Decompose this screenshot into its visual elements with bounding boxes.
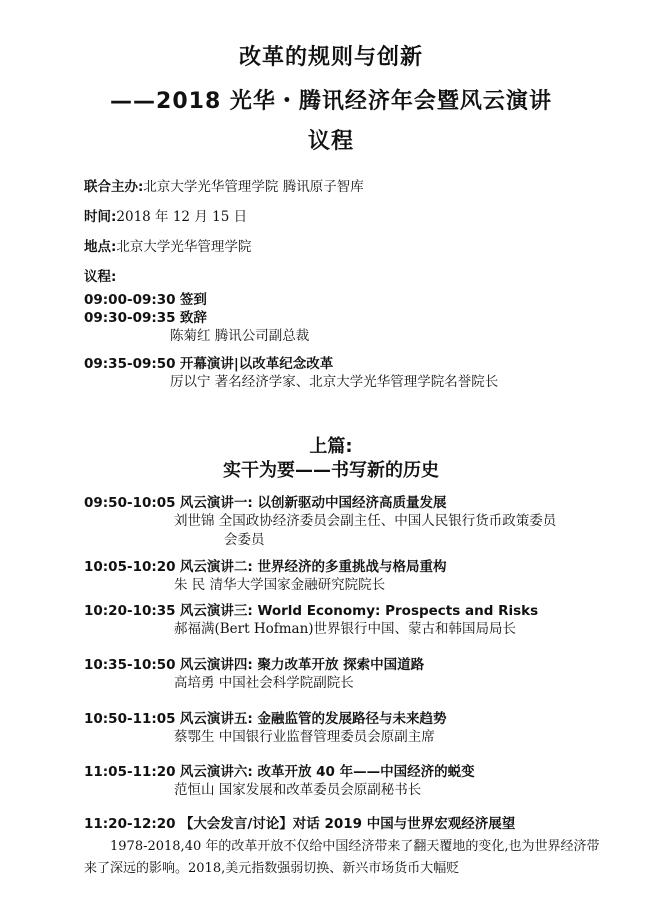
agenda-time: 10:05-10:20 (84, 559, 176, 575)
document-title: 改革的规则与创新 (238, 45, 423, 70)
agenda-heading: 议程 (307, 129, 354, 154)
section-subtitle: 实干为要——书写新的历史 (223, 460, 439, 481)
agenda-item-welcome (84, 309, 624, 346)
venue-label: 地点: (84, 239, 117, 255)
agenda-head: 开幕演讲|以改革纪念改革 (179, 356, 334, 372)
agenda-item-talk-5 (84, 710, 624, 747)
body-paragraph: 1978-2018,40 年的改革开放不仅给中国经济带来了翻天覆地的变化,也为世界经济带来了深远的影响。2018,美元指数强弱切换、新兴市场货币大幅贬 (84, 839, 600, 876)
venue-value: 北京大学光华管理学院 (116, 239, 252, 255)
agenda-speaker: 范恒山 国家发展和改革委员会原副秘书长 (174, 782, 422, 798)
agenda-time: 09:00-09:30 (84, 292, 176, 308)
agenda-item-talk-2 (84, 558, 624, 595)
agenda-label: 议程: (84, 269, 117, 285)
agenda-speaker: 朱 民 清华大学国家金融研究院院长 (174, 577, 386, 593)
organizers-line (84, 175, 364, 195)
agenda-item-talk-6 (84, 763, 624, 800)
agenda-speaker: 高培勇 中国社会科学院副院长 (174, 675, 354, 691)
section-title: 上篇: (309, 436, 353, 457)
agenda-time: 09:35-09:50 (84, 356, 176, 372)
agenda-speaker: 郝福满(Bert Hofman)世界银行中国、蒙古和韩国局局长 (174, 621, 517, 637)
agenda-item-checkin (84, 291, 624, 309)
agenda-head: 风云演讲四: 聚力改革开放 探索中国道路 (179, 657, 425, 673)
agenda-time: 09:30-09:35 (84, 310, 176, 326)
agenda-speaker: 刘世锦 全国政协经济委员会副主任、中国人民银行货币政策委员 (174, 513, 557, 529)
agenda-item-talk-4 (84, 656, 624, 693)
agenda-head: 风云演讲六: 改革开放 40 年——中国经济的蜕变 (179, 764, 475, 780)
agenda-time: 11:05-11:20 (84, 764, 176, 780)
agenda-head: 【大会发言/讨论】对话 2019 中国与世界宏观经济展望 (179, 816, 516, 832)
agenda-speaker: 厉以宁 著名经济学家、北京大学光华管理学院名誉院长 (170, 374, 499, 390)
agenda-speaker-continued: 会委员 (224, 532, 265, 548)
agenda-item-opening (84, 355, 624, 392)
venue-line (84, 235, 251, 255)
agenda-head: 致辞 (179, 310, 207, 326)
agenda-head: 风云演讲二: 世界经济的多重挑战与格局重构 (179, 559, 447, 575)
agenda-head: 风云演讲三: World Economy: Prospects and Risks (179, 603, 539, 619)
agenda-head: 签到 (179, 292, 207, 308)
document-subtitle: ——2018 光华・腾讯经济年会暨风云演讲 (110, 89, 552, 114)
agenda-speaker: 蔡鄂生 中国银行业监督管理委员会原副主席 (174, 729, 435, 745)
agenda-head: 风云演讲一: 以创新驱动中国经济高质量发展 (179, 495, 447, 511)
agenda-time: 10:35-10:50 (84, 657, 176, 673)
agenda-speaker: 陈菊红 腾讯公司副总裁 (170, 328, 310, 344)
agenda-head: 风云演讲五: 金融监管的发展路径与未来趋势 (179, 711, 447, 727)
date-line (84, 205, 247, 225)
agenda-time: 10:20-10:35 (84, 603, 176, 619)
agenda-item-talk-1 (84, 494, 624, 550)
agenda-time: 11:20-12:20 (84, 816, 176, 832)
date-label: 时间: (84, 209, 117, 225)
agenda-label-line (84, 265, 116, 285)
organizers-label: 联合主办: (84, 179, 144, 195)
date-value: 2018 年 12 月 15 日 (116, 209, 248, 225)
organizers-value: 北京大学光华管理学院 腾讯原子智库 (143, 179, 364, 195)
agenda-item-talk-3 (84, 602, 624, 639)
agenda-time: 09:50-10:05 (84, 495, 176, 511)
agenda-item-dialogue (84, 815, 624, 833)
agenda-time: 10:50-11:05 (84, 711, 176, 727)
